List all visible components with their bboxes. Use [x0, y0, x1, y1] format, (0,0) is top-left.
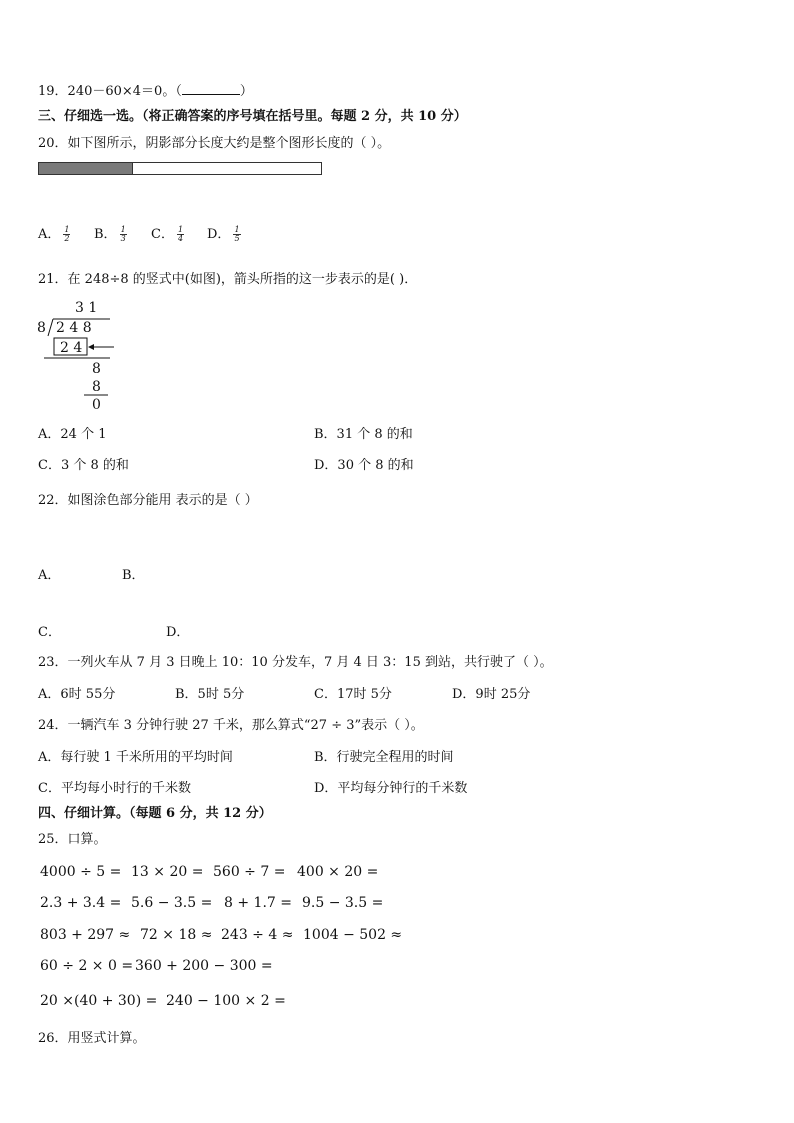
option-label: C．	[151, 227, 174, 242]
calc-item: 4000 ÷ 5 =	[40, 864, 122, 880]
question-20-text: 20．如下图所示，阴影部分长度大约是整个图形长度的（ ）。	[38, 136, 391, 151]
shaded-portion	[39, 163, 133, 174]
q24-option-b[interactable]: B．行驶完全程用的时间	[314, 750, 454, 765]
calc-item: 20 ×(40 + 30) =	[40, 993, 158, 1009]
q24-option-d[interactable]: D．平均每分钟行的千米数	[314, 781, 468, 796]
numerator: 1	[177, 225, 184, 234]
first-product: 2 4	[60, 340, 83, 356]
calc-item: 60 ÷ 2 × 0 =	[40, 958, 134, 974]
calc-item: 803 + 297 ≈	[40, 927, 131, 943]
calc-item: 240 − 100 × 2 =	[166, 993, 286, 1009]
calc-item: 360 + 200 − 300 =	[135, 958, 273, 974]
denominator: 5	[234, 234, 240, 243]
fraction	[63, 226, 70, 243]
q21-option-b[interactable]: B．31 个 8 的和	[314, 427, 413, 442]
remainder: 0	[92, 397, 101, 413]
question-19	[38, 83, 253, 100]
question-24-text: 24．一辆汽车 3 分钟行驶 27 千米，那么算式“27 ÷ 3”表示（ ）。	[38, 718, 424, 733]
q21-option-a[interactable]: A．24 个 1	[38, 427, 107, 442]
question-25-text: 25．口算。	[38, 832, 107, 847]
q22-option-a[interactable]: A．	[38, 568, 61, 583]
q20-option-c[interactable]	[151, 226, 184, 243]
calc-item: 72 × 18 ≈	[140, 927, 213, 943]
q22-option-c[interactable]: C．	[38, 625, 61, 640]
fraction	[233, 226, 240, 243]
option-label: A．	[38, 227, 61, 242]
q21-option-d[interactable]: D．30 个 8 的和	[314, 458, 414, 473]
q24-option-a[interactable]: A．每行驶 1 千米所用的平均时间	[38, 750, 233, 765]
section-3-title: 三、仔细选一选。（将正确答案的序号填在括号里。每题 2 分，共 10 分）	[38, 109, 467, 124]
quotient: 3 1	[75, 300, 98, 316]
question-23-text: 23．一列火车从 7 月 3 日晚上 10：10 分发车，7 月 4 日 3：15 到站，共行驶了（ ）。	[38, 655, 553, 670]
q20-option-d[interactable]	[207, 226, 241, 243]
q20-option-a[interactable]	[38, 226, 70, 243]
calc-item: 13 × 20 =	[131, 864, 204, 880]
question-26-text: 26．用竖式计算。	[38, 1031, 146, 1046]
q23-option-b[interactable]: B．5时 5分	[175, 687, 245, 702]
long-division-figure	[34, 296, 124, 414]
divisor: 8	[37, 320, 46, 336]
denominator: 4	[177, 234, 184, 243]
calc-item: 1004 − 502 ≈	[303, 927, 403, 943]
question-19-text: 19．240－60×4＝0。（	[38, 84, 182, 99]
q21-option-c[interactable]: C．3 个 8 的和	[38, 458, 129, 473]
q23-option-d[interactable]: D．9时 25分	[452, 687, 531, 702]
denominator: 2	[64, 234, 70, 243]
dividend: 2 4 8	[56, 320, 92, 336]
option-label: D．	[207, 227, 231, 242]
answer-blank[interactable]	[182, 83, 240, 95]
question-21-text: 21．在 248÷8 的竖式中(如图)，箭头所指的这一步表示的是( )．	[38, 272, 418, 287]
numerator: 1	[120, 225, 126, 234]
q23-option-c[interactable]: C．17时 5分	[314, 687, 392, 702]
question-19-close: ）	[239, 84, 253, 99]
q22-option-d[interactable]: D．	[166, 625, 190, 640]
section-4-title: 四、仔细计算。（每题 6 分，共 12 分）	[38, 806, 272, 821]
calc-item: 5.6 − 3.5 =	[131, 895, 213, 911]
fraction	[120, 226, 127, 243]
second-product: 8	[92, 379, 101, 395]
numerator: 1	[234, 225, 240, 234]
calc-item: 400 × 20 =	[297, 864, 379, 880]
calc-item: 9.5 − 3.5 =	[302, 895, 384, 911]
option-label: B．	[94, 227, 117, 242]
denominator: 3	[120, 234, 126, 243]
q20-option-b[interactable]	[94, 226, 127, 243]
q22-option-b[interactable]: B．	[122, 568, 145, 583]
question-22-text: 22．如图涂色部分能用 表示的是（ ）	[38, 493, 258, 508]
shaded-bar-figure	[38, 162, 322, 175]
arrow-icon	[88, 344, 94, 350]
calc-item: 2.3 + 3.4 =	[40, 895, 122, 911]
numerator: 1	[64, 225, 70, 234]
fraction	[177, 226, 184, 243]
q24-option-c[interactable]: C．平均每小时行的千米数	[38, 781, 191, 796]
calc-item: 243 ÷ 4 ≈	[221, 927, 294, 943]
bring-down: 8	[92, 361, 101, 377]
q23-option-a[interactable]: A．6时 55分	[38, 687, 116, 702]
calc-item: 8 + 1.7 =	[224, 895, 292, 911]
calc-item: 560 ÷ 7 =	[213, 864, 286, 880]
